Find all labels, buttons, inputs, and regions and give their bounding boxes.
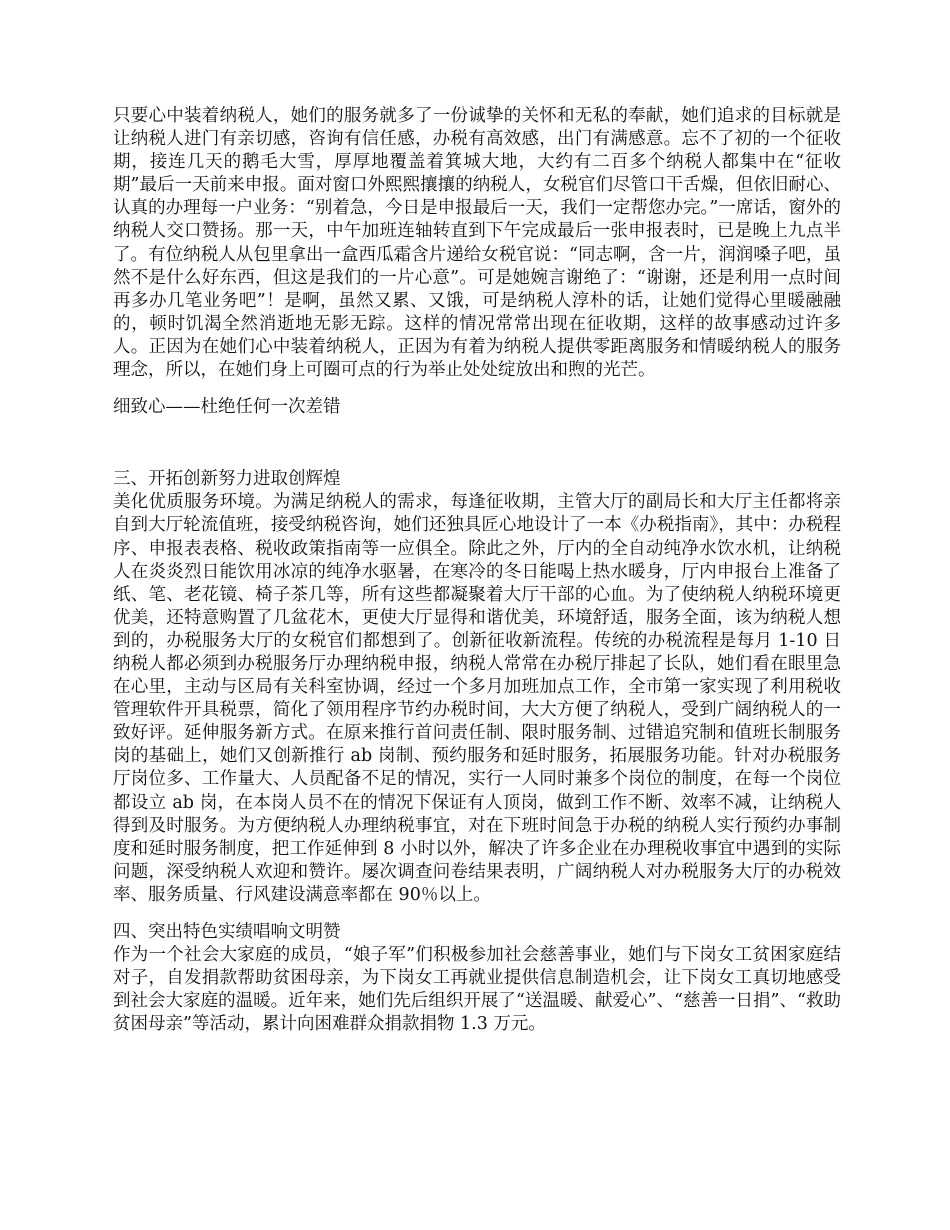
paragraph-2: 美化优质服务环境。为满足纳税人的需求，每逢征收期，主管大厅的副局长和大厅主任都将亲自到大厅轮流值班，接受纳税咨询，她们还独具匠心地设计了一本《办税指南》，其中：办税程序、申报表表格、税收政策指南等一应俱全。除此之外，厅内的全自动纯净水饮水机，让纳税人在炎炎烈日能饮用冰凉的纯净水驱暑，在寒冷的冬日能喝上热水暖身，厅内申报台上准备了纸、笔、老花镜、椅子茶几等，所有这些都凝聚着大厅干部的心血。为了使纳税人纳税环境更优美，还特意购置了几盆花木，更使大厅显得和谐优美，环境舒适，服务全面，该为纳税人想到的，办税服务大厅的女税官们都想到了。创新征收新流程。传统的办税流程是每月 1-10 日纳税人都必须到办税服务厅办理纳税申报，纳税人常常在办税厅排起了长队，她们看在眼里急在心里，主动与区局有关科室协调，经过一个多月加班加点工作，全市第一家实现了利用税收管理软件开具税票，简化了领用程序节约办税时间，大大方便了纳税人，受到广阔纳税人的一致好评。延伸服务新方式。在原来推行首问责任制、限时服务制、过错追究制和值班长制服务岗的基础上，她们又创新推行 ab 岗制、预约服务和延时服务，拓展服务功能。针对办税服务厅岗位多、工作量大、人员配备不足的情况，实行一人同时兼多个岗位的制度，在每一个岗位都设立 ab 岗，在本岗人员不在的情况下保证有人顶岗，做到工作不断、效率不减，让纳税人得到及时服务。为方便纳税人办理纳税事宜，对在下班时间急于办税的纳税人实行预约办事制度和延时服务制度，把工作延伸到 8 小时以外，解决了许多企业在办理税收事宜中遇到的实际问题，深受纳税人欢迎和赞许。屡次调查问卷结果表明，广阔纳税人对办税服务大厅的办税效率、服务质量、行风建设满意率都在 90％以上。: [113, 492, 841, 905]
subheading-careful-heart: 细致心——杜绝任何一次差错: [113, 397, 341, 418]
section-heading-3: 三、开拓创新努力进取创辉煌: [113, 469, 341, 490]
paragraph-3: 作为一个社会大家庭的成员，“娘子军”们积极参加社会慈善事业，她们与下岗女工贫困家庭结对子，自发捐款帮助贫困母亲，为下岗女工再就业提供信息制造机会，让下岗女工真切地感受到社会大家庭的温暖。近年来，她们先后组织开展了“送温暖、献爱心”、“慈善一日捐”、“救助贫困母亲”等活动，累计向困难群众捐款捐物 1.3 万元。: [113, 945, 841, 1035]
document-body: [113, 105, 841, 1050]
section-heading-4: 四、突出特色实绩唱响文明赞: [113, 922, 341, 942]
paragraph-1: 只要心中装着纳税人，她们的服务就多了一份诚挚的关怀和无私的奉献，她们追求的目标就是让纳税人进门有亲切感，咨询有信任感，办税有高效感，出门有满感意。忘不了初的一个征收期，接连几天的鹅毛大雪，厚厚地覆盖着箕城大地，大约有二百多个纳税人都集中在“征收期”最后一天前来申报。面对窗口外熙熙攘攘的纳税人，女税官们尽管口干舌燥，但依旧耐心、认真的办理每一户业务：“别着急，今日是申报最后一天，我们一定帮您办完。”一席话，窗外的纳税人交口赞扬。那一天，中午加班连轴转直到下午完成最后一张申报表时，已是晚上九点半了。有位纳税人从包里拿出一盒西瓜霜含片递给女税官说：“同志啊，含一片，润润嗓子吧，虽然不是什么好东西，但这是我们的一片心意”。可是她婉言谢绝了：“谢谢，还是利用一点时间再多办几笔业务吧”！是啊，虽然又累、又饿，可是纳税人淳朴的话，让她们觉得心里暖融融的，顿时饥渴全然消逝地无影无踪。这样的情况常常出现在征收期，这样的故事感动过许多人。正因为在她们心中装着纳税人，正因为有着为纳税人提供零距离服务和情暖纳税人的服务理念，所以，在她们身上可圈可点的行为举止处处绽放出和煦的光芒。: [113, 106, 841, 381]
blank-gap: [113, 419, 841, 468]
